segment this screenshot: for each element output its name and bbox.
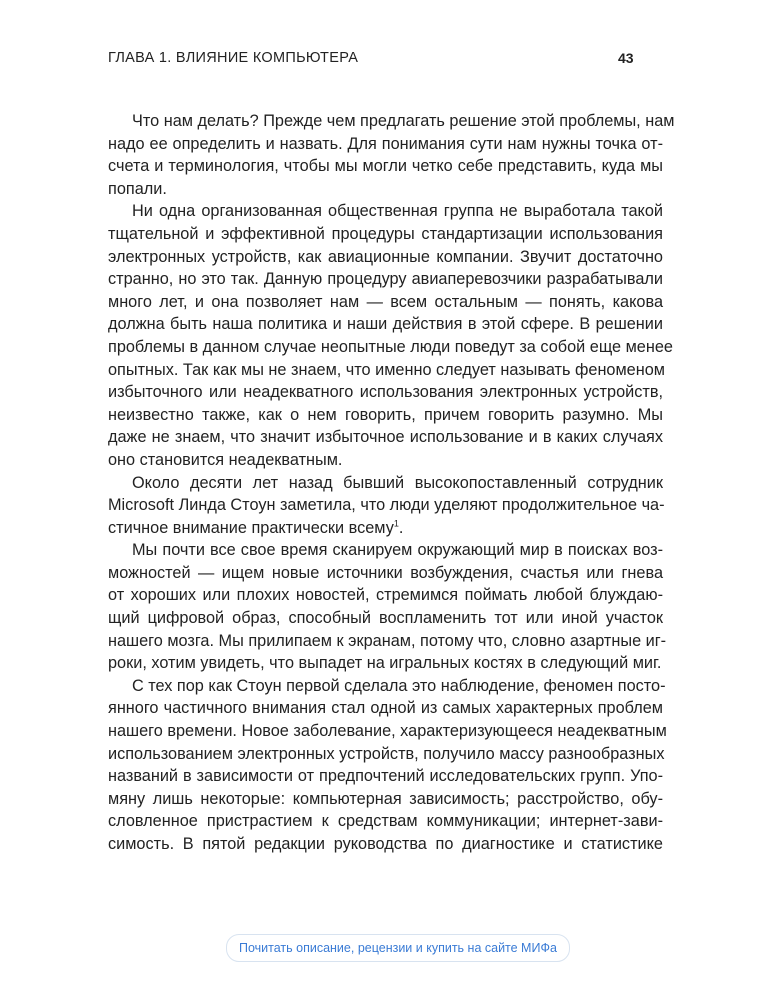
text-line bbox=[108, 268, 663, 291]
text-line bbox=[108, 584, 663, 607]
text-line-content: Что нам делать? Прежде чем предлагать решение этой проблемы, нам bbox=[132, 112, 675, 130]
text-line bbox=[108, 359, 663, 382]
text-line bbox=[108, 155, 663, 178]
text-line bbox=[108, 810, 663, 833]
text-line bbox=[108, 200, 663, 223]
text-line-tail: . bbox=[398, 518, 404, 537]
text-line bbox=[108, 765, 663, 788]
text-line-content: названий в зависимости от предпочтений исследовательских групп. Упо- bbox=[108, 767, 663, 786]
miff-link-container bbox=[226, 934, 570, 962]
text-line bbox=[108, 291, 663, 314]
text-line-content: симость. В пятой редакции руководства по диагностике и статистике bbox=[108, 835, 663, 853]
text-line-content: нашего времени. Новое заболевание, характеризующееся неадекватным bbox=[108, 722, 667, 741]
text-line bbox=[108, 697, 663, 720]
text-line bbox=[108, 426, 663, 449]
text-line bbox=[108, 336, 673, 359]
text-line-content: много лет, и она позволяет нам — всем остальным — понять, какова bbox=[108, 292, 663, 311]
text-line bbox=[108, 381, 663, 404]
text-line-content: избыточного или неадекватного использования электронных устройств, bbox=[108, 383, 663, 402]
text-line-content: странно, но это так. Данную процедуру авиаперевозчики разрабатывали bbox=[108, 270, 663, 289]
text-line bbox=[108, 472, 663, 495]
text-line-content: даже не знаем, что значит избыточное использование и в каких случаях bbox=[108, 428, 663, 447]
text-line bbox=[108, 110, 675, 133]
text-line bbox=[108, 223, 663, 246]
text-line-content: С тех пор как Стоун первой сделала это наблюдение, феномен посто- bbox=[132, 676, 666, 695]
text-line bbox=[108, 404, 663, 427]
text-line-content: неизвестно также, как о нем говорить, причем говорить разумно. Мы bbox=[108, 405, 663, 424]
text-line bbox=[108, 517, 663, 540]
text-line-content: оно становится неадекватным. bbox=[108, 450, 343, 469]
text-line-content: Около десяти лет назад бывший высокопоставленный сотрудник bbox=[132, 473, 663, 492]
text-line-content: Мы почти все свое время сканируем окружающий мир в поисках воз- bbox=[132, 541, 663, 560]
text-line bbox=[108, 607, 663, 630]
text-line-content: счета и терминология, чтобы мы могли четко себе представить, куда мы bbox=[108, 157, 663, 176]
text-line bbox=[108, 178, 663, 201]
text-line bbox=[108, 652, 663, 675]
text-line bbox=[108, 313, 663, 336]
text-line-content: роки, хотим увидеть, что выпадет на игральных костях в следующий миг. bbox=[108, 654, 662, 673]
text-line bbox=[108, 675, 666, 698]
body-text bbox=[108, 110, 675, 856]
text-line-content: словленное пристрастием к средствам коммуникации; интернет-зави- bbox=[108, 812, 663, 831]
text-line-content: должна быть наша политика и наши действия в этой сфере. В решении bbox=[108, 315, 663, 334]
text-line bbox=[108, 246, 663, 269]
text-line-content: опытных. Так как мы не знаем, что именно следует называть феноменом bbox=[108, 360, 665, 379]
text-line-content: Ни одна организованная общественная группа не выработала такой bbox=[132, 202, 663, 221]
text-line bbox=[108, 833, 663, 856]
text-line bbox=[108, 449, 663, 472]
footnote-reference[interactable]: 1 bbox=[393, 518, 399, 529]
text-line-content: Microsoft Линда Стоун заметила, что люди уделяют продолжительное ча- bbox=[108, 496, 665, 515]
text-line-content: мяну лишь некоторые: компьютерная зависимость; расстройство, обу- bbox=[108, 789, 663, 808]
text-line-content: янного частичного внимания стал одной из самых характерных проблем bbox=[108, 699, 663, 718]
text-line bbox=[108, 788, 663, 811]
page-number: 43 bbox=[618, 50, 634, 66]
text-line-content: нашего мозга. Мы прилипаем к экранам, потому что, словно азартные иг- bbox=[108, 631, 667, 650]
text-line-content: щий цифровой образ, способный воспламенить тот или иной участок bbox=[108, 609, 663, 628]
text-line-content: тщательной и эффективной процедуры стандартизации использования bbox=[108, 224, 663, 243]
text-line-content: стичное внимание практически всему bbox=[108, 518, 394, 537]
text-line bbox=[108, 494, 663, 517]
text-line bbox=[108, 539, 663, 562]
text-line bbox=[108, 133, 663, 156]
text-line bbox=[108, 562, 663, 585]
text-line bbox=[108, 720, 667, 743]
text-line-content: использованием электронных устройств, получило массу разнообразных bbox=[108, 744, 665, 763]
text-line-content: от хороших или плохих новостей, стремимся поймать любой блуждаю- bbox=[108, 586, 663, 605]
text-line bbox=[108, 743, 663, 766]
text-line bbox=[108, 630, 667, 653]
text-line-content: проблемы в данном случае неопытные люди поведут за собой еще менее bbox=[108, 337, 673, 356]
running-head: ГЛАВА 1. ВЛИЯНИЕ КОМПЬЮТЕРА bbox=[108, 50, 359, 66]
text-line-content: надо ее определить и назвать. Для понимания сути нам нужны точка от- bbox=[108, 134, 663, 153]
text-line-content: попали. bbox=[108, 179, 167, 198]
text-line-content: можностей — ищем новые источники возбуждения, счастья или гнева bbox=[108, 563, 663, 582]
text-line-content: электронных устройств, как авиационные компании. Звучит достаточно bbox=[108, 247, 663, 266]
miff-link[interactable]: Почитать описание, рецензии и купить на сайте МИФа bbox=[239, 941, 557, 955]
